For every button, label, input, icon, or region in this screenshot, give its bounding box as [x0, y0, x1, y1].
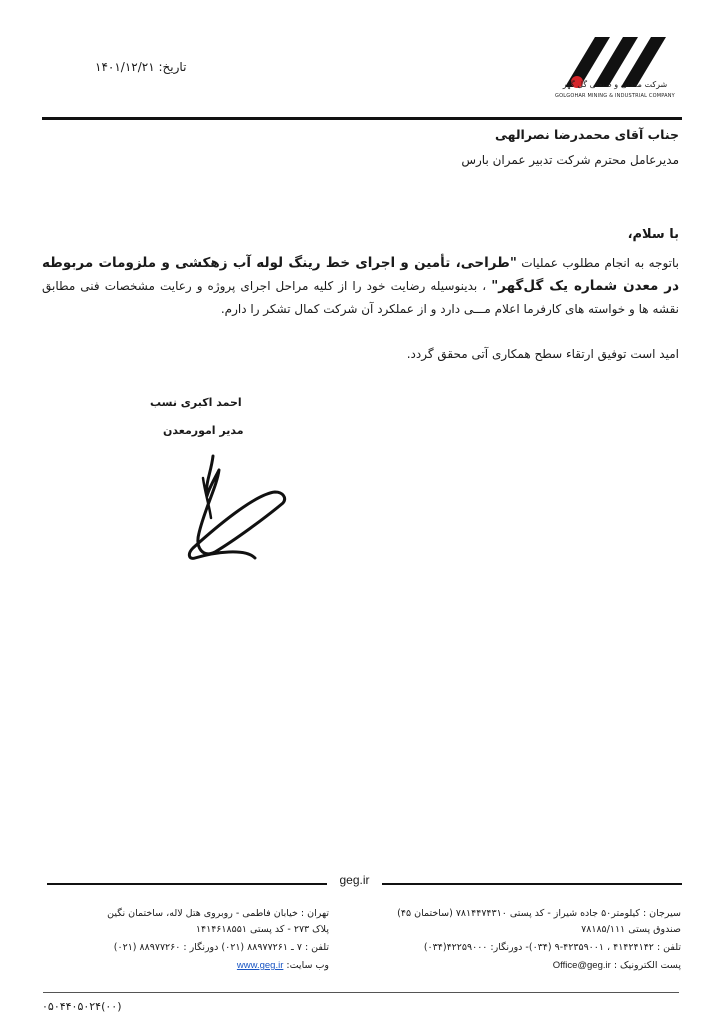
- addressee-name: جناب آقای محمدرضا نصرالهی: [494, 127, 679, 142]
- letter-body: [42, 252, 679, 321]
- signatory-title: مدیر امورمعدن: [163, 424, 244, 437]
- logo-name-en: GOLGOHAR MINING & INDUSTRIAL COMPANY: [555, 93, 675, 99]
- footer-site-label: geg.ir: [339, 873, 370, 887]
- company-logo-icon: [555, 22, 675, 102]
- website-label: وب سایت:: [286, 960, 329, 971]
- addressee-title: مدیرعامل محترم شرکت تدبیر عمران بارس: [461, 153, 679, 167]
- tehran-address: تهران : خیابان فاطمی - روبروی هتل لاله، ساختمان نگین: [107, 908, 329, 919]
- date-label: تاریخ:: [158, 60, 187, 74]
- greeting: با سلام،: [627, 227, 679, 242]
- handwritten-signature-icon: [175, 448, 290, 578]
- email-line: [553, 960, 681, 971]
- body-intro: باتوجه به انجام مطلوب عملیات: [521, 256, 679, 270]
- email-link[interactable]: Office@geg.ir: [552, 960, 611, 971]
- date-value: ۱۴۰۱/۱۲/۲۱: [95, 60, 155, 74]
- logo-name-fa: شرکت معدنی و صنعتی گل گهر: [562, 80, 668, 89]
- sirjan-address: سیرجان : کیلومتر۵۰ جاده شیراز - کد پستی ۷۸۱۴۴۷۴۳۱۰ (ساختمان ۴۵): [397, 908, 681, 919]
- letter-date: [95, 60, 186, 74]
- website-link[interactable]: www.geg.ir: [236, 960, 284, 971]
- project-title: "طراحی، تأمین و اجرای خط رینگ لوله آب زهکشی و ملزومات مربوطه در معدن شماره یک گل‌گهر": [42, 255, 679, 294]
- body-rest: ، بدینوسیله رضایت خود را از کلیه مراحل اجرای پروژه و رعایت مشخصات فنی مطابق نقشه ها و خواسته های کارفرما اعلام مـــی دارد و از عملکرد آن شرکت کمال تشکر را دارم.: [42, 279, 679, 316]
- website-line: [237, 960, 329, 971]
- footer-divider-right: [382, 883, 682, 885]
- tehran-phone: تلفن : ۷ ـ ۸۸۹۷۷۲۶۱ (۰۲۱) دورنگار : ۸۸۹۷۷۲۶۰ (۰۲۱): [113, 942, 329, 953]
- closing-line: امید است توفیق ارتقاء سطح همکاری آتی محقق گردد.: [406, 347, 679, 361]
- header-divider: [42, 117, 682, 120]
- email-label: پست الکترونیک :: [613, 960, 681, 971]
- sirjan-pobox: صندوق پستی ۷۸۱۸۵/۱۱۱: [581, 924, 681, 935]
- bottom-divider: [43, 992, 679, 993]
- footer-divider-left: [47, 883, 327, 885]
- tehran-plaque: پلاک ۲۷۳ - کد پستی ۱۴۱۴۶۱۸۵۵۱: [195, 924, 329, 935]
- sirjan-phone: تلفن : ۴۱۴۲۴۱۴۲ ، ۴۲۳۵۹۰۰۱-۹ (۰۳۴)- دورنگار: ۴۲۲۵۹۰۰۰(۰۳۴): [423, 942, 681, 953]
- signatory-name: احمد اکبری نسب: [150, 396, 242, 409]
- reference-number: ۰۵۰۴۴۰۵۰۲۴(۰۰): [42, 1000, 122, 1013]
